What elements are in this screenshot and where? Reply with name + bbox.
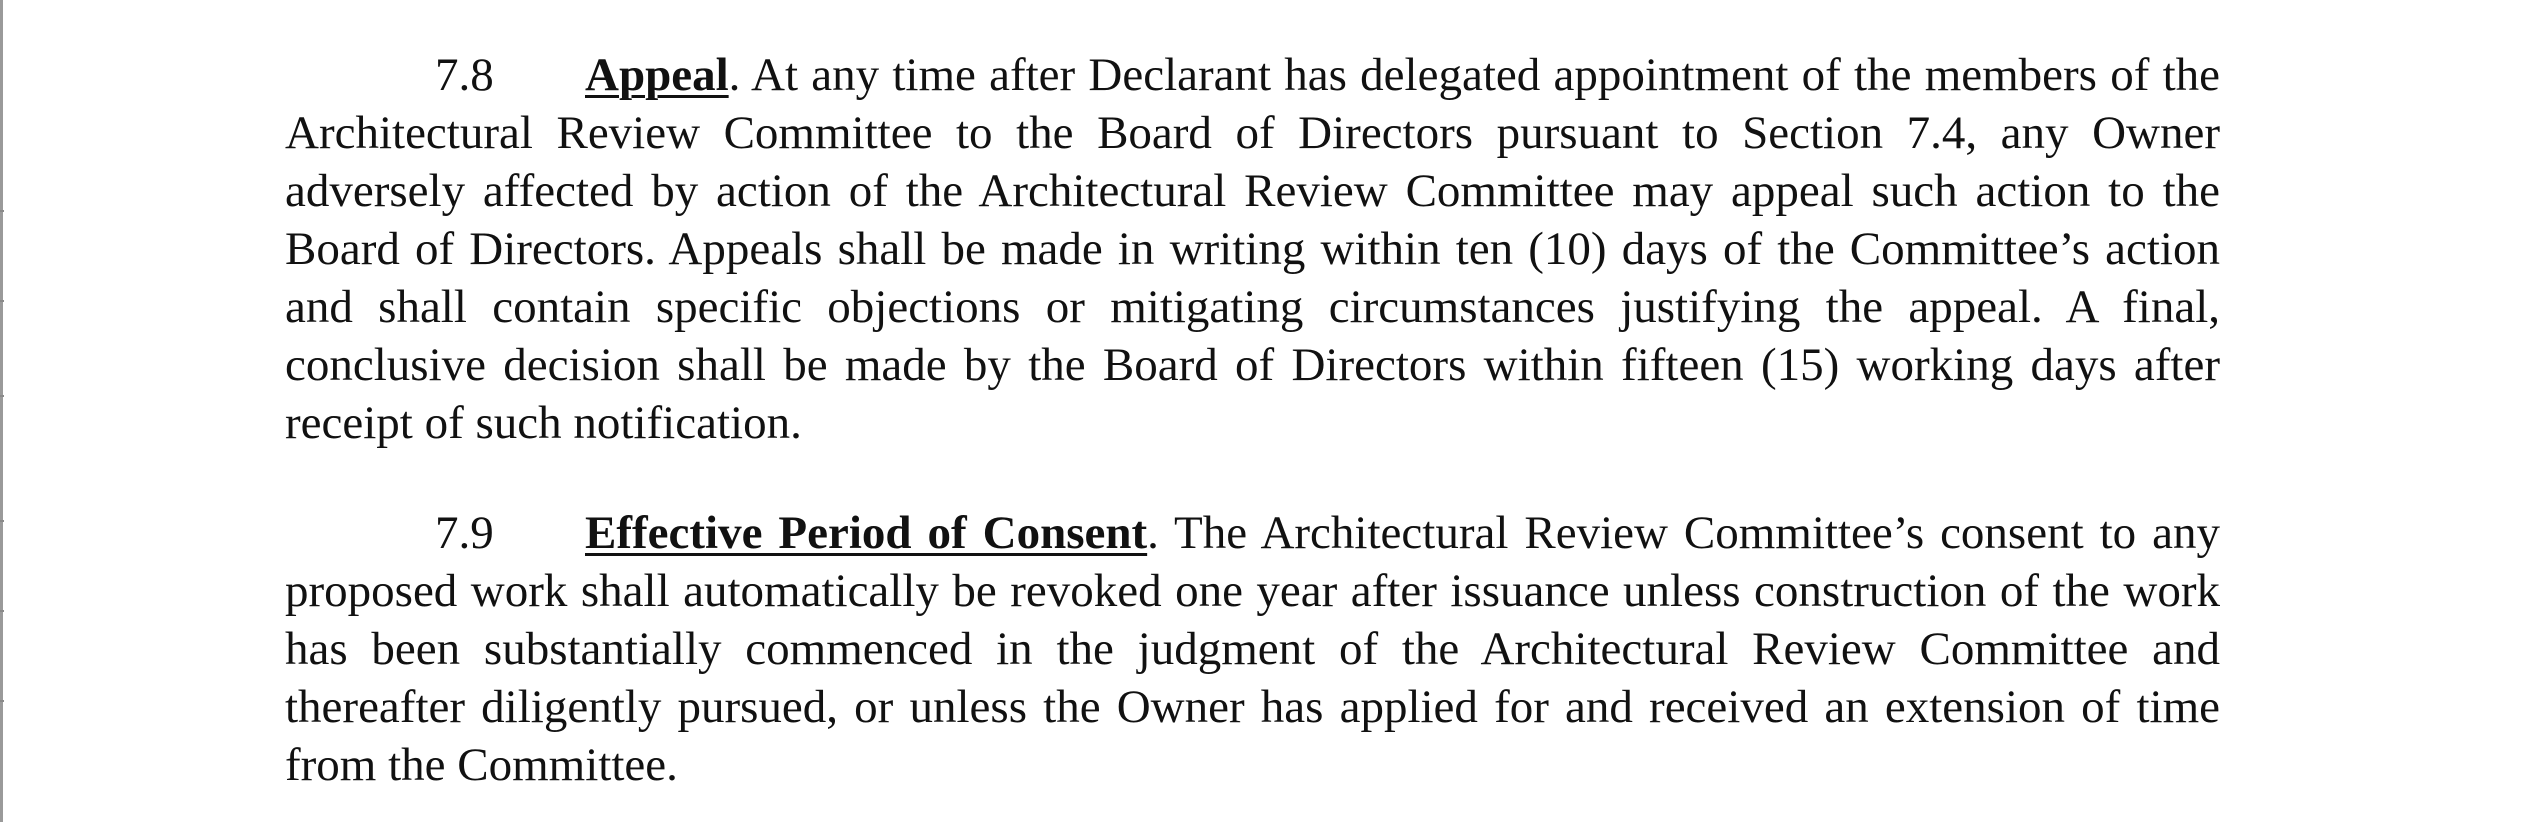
document-body	[285, 46, 2220, 794]
section-7-8	[285, 46, 2220, 452]
scan-edge-marks	[0, 0, 4, 822]
section-7-9	[285, 504, 2220, 794]
section-heading: Effective Period of Consent	[585, 507, 1148, 559]
section-body: . At any time after Declarant has delegated appointment of the members of the Architectural Review Committee to the Board of Directors pursuant to Section 7.4, any Owner adversely affected by action of the Architectural Review Committee may appeal such action to the Board of Directors. Appeals shall be made in writing within ten (10) days of the Committee’s action and shall contain specific objections or mitigating circumstances justifying the appeal. A final, conclusive decision shall be made by the Board of Directors within fifteen (15) working days after receipt of such notification.	[285, 49, 2220, 449]
section-number: 7.8	[435, 49, 494, 101]
section-number: 7.9	[435, 507, 494, 559]
section-heading: Appeal	[585, 49, 729, 101]
section-body: . The Architectural Review Committee’s consent to any proposed work shall automatically be revoked one year after issuance unless construction of the work has been substantially commenced in the judgment of the Architectural Review Committee and thereafter diligently pursued, or unless the Owner has applied for and received an extension of time from the Committee.	[285, 507, 2220, 791]
